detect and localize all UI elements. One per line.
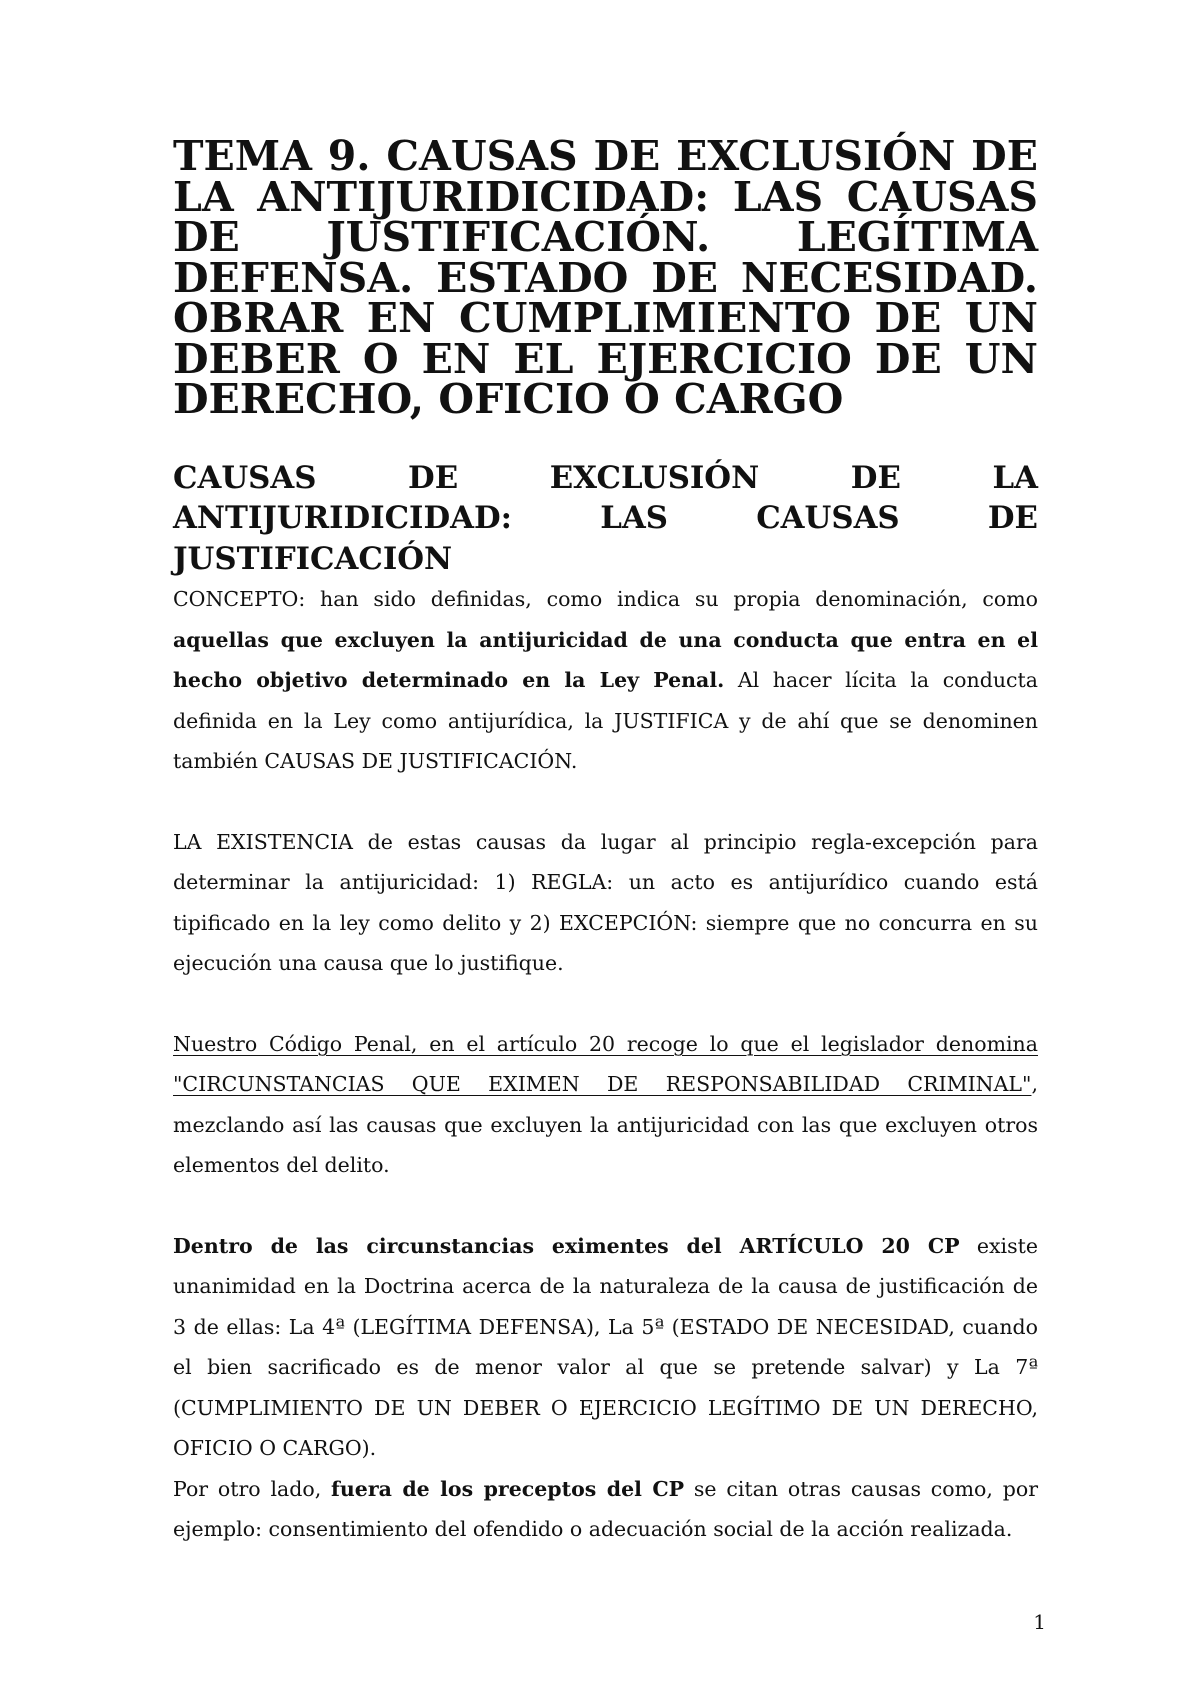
article-20-rest-text: existe unanimidad en la Doctrina acerca de la naturaleza de la causa de justificación de 3 de ellas: La 4ª (LEGÍTIMA DEFENSA), La 5ª (ESTADO DE NECESIDAD, cuando el bien sacrificado es de menor valor al que se pretende salvar) y La 7ª (CUMPLIMIENTO DE UN DEBER O EJERCICIO LEGÍTIMO DE UN DERECHO, OFICIO O CARGO).	[173, 1233, 1038, 1460]
section-heading: CAUSAS DE EXCLUSIÓN DE LA ANTIJURIDICIDAD: LAS CAUSAS DE JUSTIFICACIÓN	[173, 459, 1038, 577]
other-causes-rest-text: se citan otras causas como, por ejemplo: consentimiento del ofendido o adecuación social de la acción realizada.	[173, 1476, 1038, 1541]
other-causes-bold-text: fuera de los preceptos del CP	[331, 1476, 685, 1501]
other-causes-paragraph	[173, 1469, 1038, 1550]
document-title: TEMA 9. CAUSAS DE EXCLUSIÓN DE LA ANTIJURIDICIDAD: LAS CAUSAS DE JUSTIFICACIÓN. LEGÍTIMA DEFENSA. ESTADO DE NECESIDAD. OBRAR EN CUMPLIMIENTO DE UN DEBER O EN EL EJERCICIO DE UN DERECHO, OFICIO O CARGO	[173, 132, 1038, 423]
other-causes-intro-text: Por otro lado,	[173, 1476, 332, 1501]
article-20-bold-text: Dentro de las circunstancias eximentes del ARTÍCULO 20 CP	[173, 1233, 960, 1258]
article-20-paragraph	[173, 1226, 1038, 1469]
concept-bold-text: aquellas que excluyen la antijuricidad de una conducta que entra en el hecho objetivo determinado en la Ley Penal.	[173, 627, 1038, 692]
criminal-code-rest-text: , mezclando así las causas que excluyen la antijuricidad con las que excluyen otros elementos del delito.	[173, 1072, 1038, 1177]
concept-intro-text: CONCEPTO: han sido definidas, como indica su propia denominación, como	[173, 587, 1038, 611]
page-number: 1	[1033, 1610, 1046, 1634]
existence-paragraph: LA EXISTENCIA de estas causas da lugar al principio regla-excepción para determinar la antijuricidad: 1) REGLA: un acto es antijurídico cuando está tipificado en la ley como delito y 2) EXCEPCIÓN: siempre que no concurra en su ejecución una causa que lo justifique.	[173, 829, 1038, 975]
concept-rest-text: Al hacer lícita la conducta definida en la Ley como antijurídica, la JUSTIFICA y de ahí que se denominen también CAUSAS DE JUSTIFICACIÓN.	[173, 668, 1038, 773]
criminal-code-underlined-text: Nuestro Código Penal, en el artículo 20 recoge lo que el legislador denomina "CIRCUNSTANCIAS QUE EXIMEN DE RESPONSABILIDAD CRIMINAL"	[173, 1031, 1038, 1096]
criminal-code-paragraph	[173, 1024, 1038, 1186]
concept-paragraph	[173, 579, 1038, 782]
document-content	[173, 132, 1038, 1550]
